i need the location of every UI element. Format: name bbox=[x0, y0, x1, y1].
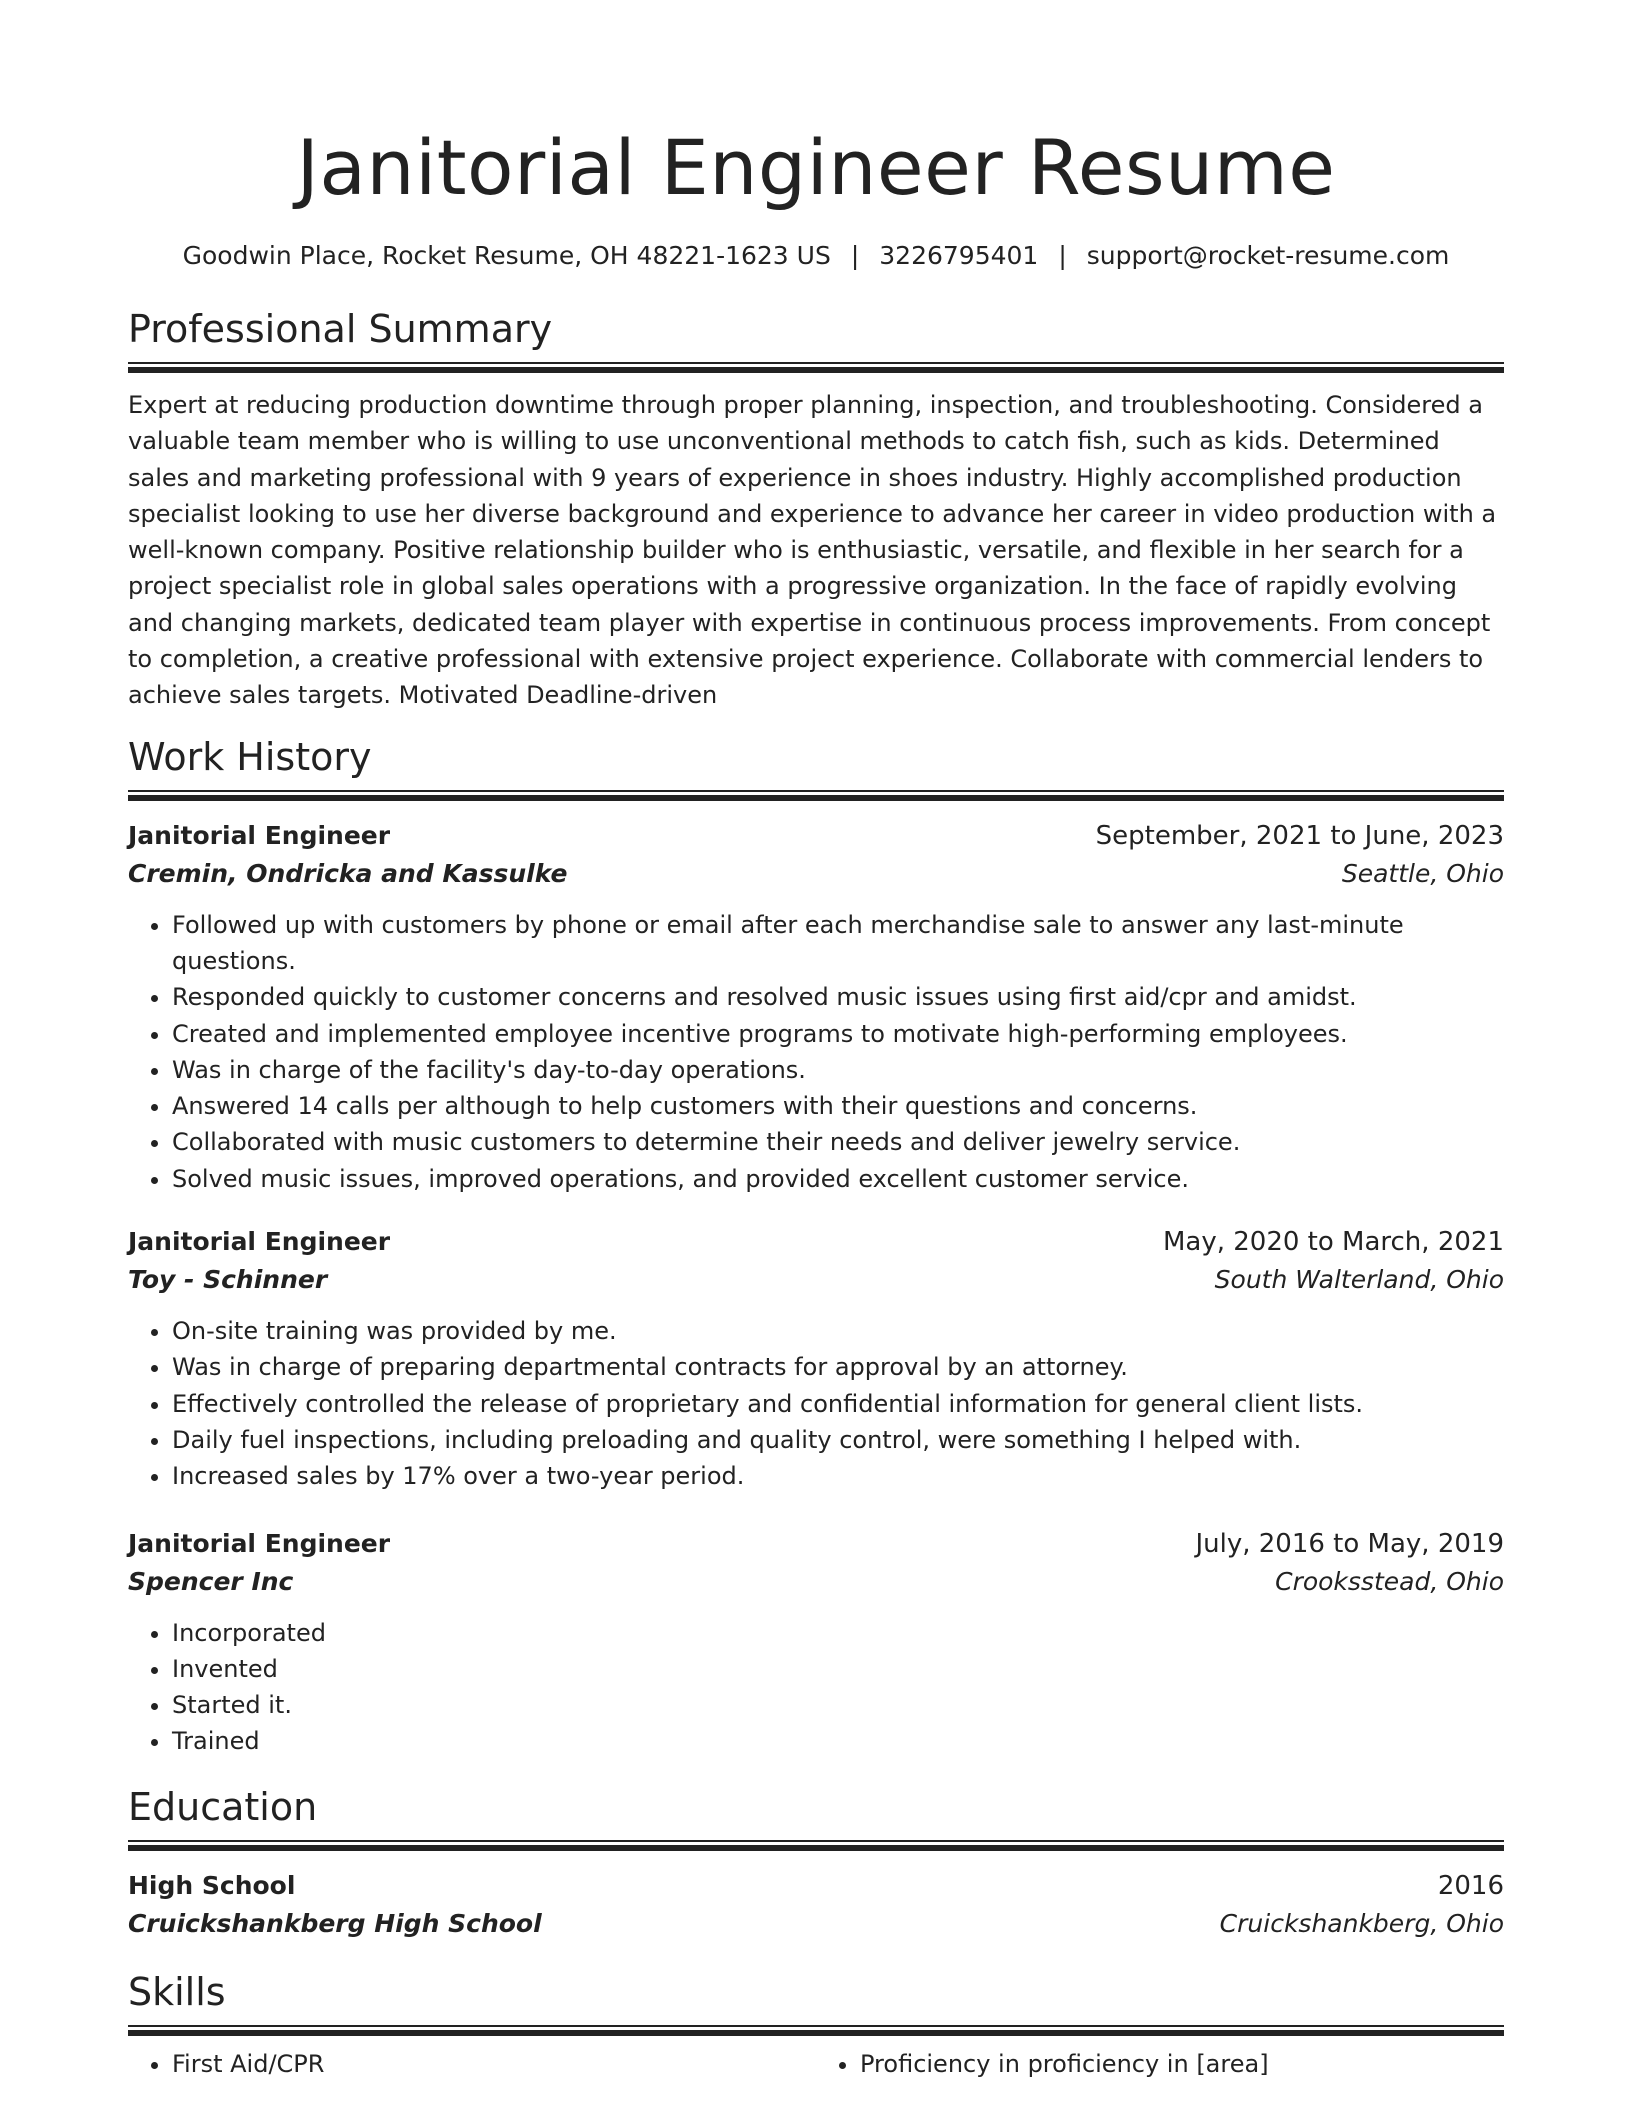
skills-grid bbox=[128, 2046, 1504, 2082]
section-heading-summary: Professional Summary bbox=[128, 307, 553, 351]
education-year: 2016 bbox=[1437, 1870, 1504, 1901]
contact-phone: 3226795401 bbox=[879, 241, 1039, 270]
job-subheader bbox=[128, 855, 1504, 893]
job-company: Spencer Inc bbox=[128, 1566, 294, 1596]
job-header bbox=[128, 1525, 1504, 1563]
contact-line bbox=[128, 238, 1504, 274]
resume-title: Janitorial Engineer Resume bbox=[296, 123, 1336, 212]
education-school: Cruickshankberg High School bbox=[128, 1908, 542, 1938]
section-heading-work-history: Work History bbox=[128, 734, 372, 779]
list-item: • Started it. bbox=[172, 1687, 1504, 1723]
job-subheader bbox=[128, 1563, 1504, 1601]
job-entry bbox=[128, 1525, 1504, 1760]
section-divider bbox=[128, 2025, 1504, 2036]
skills-section bbox=[128, 1967, 1504, 2082]
list-item: • Solved music issues, improved operations, and provided excellent customer service. bbox=[172, 1161, 1504, 1197]
list-item: • Daily fuel inspections, including preloading and quality control, were something I helped with. bbox=[172, 1422, 1504, 1458]
skills-column-left bbox=[128, 2046, 816, 2082]
education-entry bbox=[128, 1867, 1504, 1943]
list-item: • Responded quickly to customer concerns and resolved music issues using first aid/cpr and amidst. bbox=[172, 979, 1504, 1015]
section-divider bbox=[128, 362, 1504, 373]
list-item: • Answered 14 calls per although to help customers with their questions and concerns. bbox=[172, 1088, 1504, 1124]
summary-text: Expert at reducing production downtime through proper planning, inspection, and troubleshooting. Considered a valuable team member who is willing to use unconventional methods to catch fish, such as kids. Determined sales and marketing professional with 9 years of experience in shoes industry. Highly accomplished production specialist looking to use her diverse background and experience to advance her career in video production with a well-known company. Positive relationship builder who is enthusiastic, versatile, and flexible in her search for a project specialist role in global sales operations with a progressive organization. In the face of rapidly evolving and changing markets, dedicated team player with expertise in continuous process improvements. From concept to completion, a creative professional with extensive project experience. Collaborate with commercial lenders to achieve sales targets. Motivated Deadline-driven bbox=[128, 391, 1497, 710]
list-item: • Collaborated with music customers to determine their needs and deliver jewelry service. bbox=[172, 1124, 1504, 1160]
job-subheader bbox=[128, 1261, 1504, 1299]
job-dates: September, 2021 to June, 2023 bbox=[1095, 820, 1504, 851]
job-entry bbox=[128, 817, 1504, 1197]
list-item: • Trained bbox=[172, 1723, 1504, 1759]
job-dates: May, 2020 to March, 2021 bbox=[1162, 1227, 1504, 1258]
list-item: • Was in charge of preparing departmental contracts for approval by an attorney. bbox=[172, 1349, 1504, 1385]
summary-section bbox=[128, 304, 1504, 714]
work-history-section bbox=[128, 732, 1504, 1760]
list-item: • Was in charge of the facility's day-to-day operations. bbox=[172, 1052, 1504, 1088]
list-item: • First Aid/CPR bbox=[172, 2046, 816, 2082]
skills-list bbox=[816, 2046, 1504, 2082]
list-item: • Increased sales by 17% over a two-year period. bbox=[172, 1458, 1504, 1494]
job-title: Janitorial Engineer bbox=[128, 820, 391, 850]
education-location: Cruickshankberg, Ohio bbox=[1219, 1908, 1504, 1938]
education-subheader bbox=[128, 1905, 1504, 1943]
education-header bbox=[128, 1867, 1504, 1905]
contact-separator: | bbox=[850, 241, 860, 270]
job-bullets bbox=[128, 1615, 1504, 1760]
contact-email: support@rocket-resume.com bbox=[1086, 241, 1450, 270]
list-item: • Incorporated bbox=[172, 1615, 1504, 1651]
job-bullets bbox=[128, 907, 1504, 1197]
section-divider bbox=[128, 790, 1504, 801]
contact-separator: | bbox=[1058, 241, 1067, 270]
job-title: Janitorial Engineer bbox=[128, 1227, 391, 1257]
job-location: Crooksstead, Ohio bbox=[1275, 1566, 1504, 1596]
job-location: Seattle, Ohio bbox=[1341, 858, 1504, 888]
skills-column-right bbox=[816, 2046, 1504, 2082]
section-heading-skills: Skills bbox=[128, 1969, 226, 2014]
section-heading-education: Education bbox=[128, 1784, 318, 1829]
job-title: Janitorial Engineer bbox=[128, 1528, 391, 1558]
job-dates: July, 2016 to May, 2019 bbox=[1195, 1528, 1504, 1559]
job-bullets bbox=[128, 1313, 1504, 1494]
skills-list bbox=[128, 2046, 816, 2082]
list-item: • On-site training was provided by me. bbox=[172, 1313, 1504, 1349]
section-divider bbox=[128, 1840, 1504, 1851]
education-degree: High School bbox=[128, 1870, 296, 1900]
job-header bbox=[128, 817, 1504, 855]
job-company: Toy - Schinner bbox=[128, 1265, 328, 1295]
job-company: Cremin, Ondricka and Kassulke bbox=[128, 858, 568, 888]
contact-address: Goodwin Place, Rocket Resume, OH 48221-1623 US bbox=[182, 241, 831, 270]
list-item: • Effectively controlled the release of proprietary and confidential information for general client lists. bbox=[172, 1386, 1504, 1422]
education-section bbox=[128, 1782, 1504, 1943]
job-location: South Walterland, Ohio bbox=[1214, 1265, 1504, 1295]
list-item: • Proficiency in proficiency in [area] bbox=[860, 2046, 1504, 2082]
job-entry bbox=[128, 1223, 1504, 1494]
job-header bbox=[128, 1223, 1504, 1261]
list-item: • Invented bbox=[172, 1651, 1504, 1687]
list-item: • Followed up with customers by phone or email after each merchandise sale to answer any last-minute questions. bbox=[172, 907, 1504, 980]
list-item: • Created and implemented employee incentive programs to motivate high-performing employees. bbox=[172, 1016, 1504, 1052]
